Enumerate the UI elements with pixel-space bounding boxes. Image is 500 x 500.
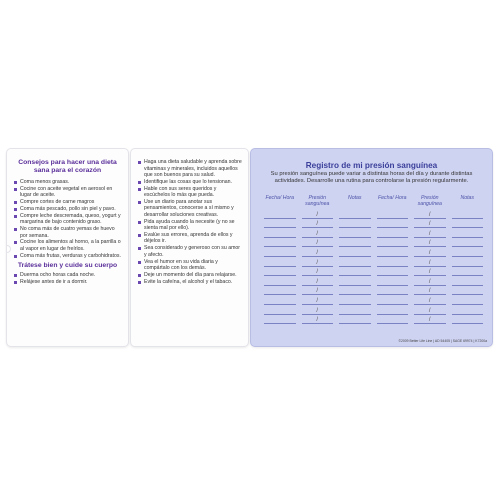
log-entry-line	[377, 209, 409, 219]
log-entry-line	[452, 295, 484, 305]
col-header-notes: Notas	[347, 195, 362, 201]
log-entry-line	[264, 315, 296, 325]
list-item: Duerma ocho horas cada noche.	[14, 272, 123, 279]
log-entry-line	[414, 286, 446, 296]
diet-tips-title: Consejos para hacer una dieta sana para el corazón	[18, 159, 117, 174]
log-entry-line	[339, 315, 371, 325]
log-entry-line	[264, 267, 296, 277]
pressure-slash: /	[428, 288, 431, 295]
log-entry-line	[452, 257, 484, 267]
log-entry-line	[414, 305, 446, 315]
log-entry-line	[452, 305, 484, 315]
log-title: Registro de mi presión sanguínea	[305, 161, 438, 170]
pressure-slash: /	[428, 211, 431, 218]
log-entry-line	[339, 305, 371, 315]
log-entry-line	[302, 276, 334, 286]
log-entry-line	[377, 305, 409, 315]
log-entry-line	[452, 247, 484, 257]
panel-blood-pressure-log	[250, 148, 493, 347]
log-entry-line	[452, 238, 484, 248]
col-header-notes: Notas	[460, 195, 475, 201]
pressure-slash: /	[316, 240, 319, 247]
panel-wellness-tips	[130, 148, 249, 347]
log-entry-line	[339, 295, 371, 305]
log-entry-line	[302, 295, 334, 305]
log-intro: Su presión sanguínea puede variar a distintas horas del día y durante distintas actividades. Desarrolle una rutina para controlarse la presión regularmente.	[270, 171, 473, 184]
list-item: Pida ayuda cuando la necesite (y no se sienta mal por ello).	[138, 219, 243, 232]
col-header-pressure: Presión sanguínea	[305, 195, 330, 207]
log-group-left	[261, 195, 374, 324]
pressure-slash: /	[316, 288, 319, 295]
log-entry-line	[339, 219, 371, 229]
pressure-slash: /	[428, 307, 431, 314]
log-entry-line	[302, 238, 334, 248]
col-header-date: Fecha/ Hora	[265, 195, 295, 201]
list-item: Sea considerado y generoso con su amor y afecto.	[138, 245, 243, 258]
list-item: Evalúe sus errores, aprenda de ellos y déjelos ir.	[138, 232, 243, 245]
log-entry-line	[452, 315, 484, 325]
log-entry-line	[302, 228, 334, 238]
list-item: Vea el humor en su vida diaria y compártalo con los demás.	[138, 259, 243, 272]
list-item: Coma más pescado, pollo sin piel y pavo.	[14, 206, 123, 213]
list-item: Compre leche descremada, queso, yogurt y margarina de bajo contenido graso.	[14, 213, 123, 226]
log-entry-line	[264, 276, 296, 286]
log-entry-line	[339, 247, 371, 257]
log-entry-line	[452, 286, 484, 296]
list-item: Identifique las cosas que lo tensionan.	[138, 179, 243, 186]
log-entry-line	[302, 315, 334, 325]
pressure-slash: /	[428, 278, 431, 285]
log-table	[261, 195, 486, 324]
list-item: Use un diario para anotar sus pensamientos, conocerse a sí mismo y desarrollar soluciones creativas.	[138, 199, 243, 219]
pressure-slash: /	[428, 269, 431, 276]
list-item: Coma más frutas, verduras y carbohidratos.	[14, 253, 123, 260]
pressure-slash: /	[316, 259, 319, 266]
list-item: Hable con sus seres queridos y escúchelos lo más que pueda.	[138, 186, 243, 199]
log-entry-line	[302, 305, 334, 315]
log-entry-line	[414, 238, 446, 248]
log-entry-line	[302, 267, 334, 277]
log-entry-line	[339, 267, 371, 277]
pressure-slash: /	[316, 221, 319, 228]
pressure-slash: /	[316, 269, 319, 276]
log-entry-line	[339, 228, 371, 238]
panel-diet-tips	[6, 148, 129, 347]
pressure-slash: /	[428, 317, 431, 324]
list-item: Compre cortes de carne magros	[14, 199, 123, 206]
pressure-slash: /	[316, 211, 319, 218]
log-entry-line	[452, 228, 484, 238]
brochure-card	[6, 148, 493, 347]
log-entry-line	[414, 219, 446, 229]
log-entry-line	[414, 267, 446, 277]
log-entry-line	[302, 286, 334, 296]
log-entry-line	[264, 247, 296, 257]
log-col-date	[261, 195, 299, 324]
log-entry-line	[264, 286, 296, 296]
log-entry-line	[339, 276, 371, 286]
log-entry-line	[377, 219, 409, 229]
log-entry-line	[377, 247, 409, 257]
log-col-pressure	[411, 195, 449, 324]
log-entry-line	[414, 315, 446, 325]
log-entry-line	[414, 257, 446, 267]
col-header-date: Fecha/ Hora	[377, 195, 407, 201]
log-entry-line	[264, 238, 296, 248]
col-header-pressure: Presión sanguínea	[417, 195, 442, 207]
list-item: Deje un momento del día para relajarse.	[138, 272, 243, 279]
log-entry-line	[339, 238, 371, 248]
pressure-slash: /	[428, 240, 431, 247]
log-entry-line	[377, 276, 409, 286]
pressure-slash: /	[316, 317, 319, 324]
log-entry-line	[452, 267, 484, 277]
log-entry-line	[414, 209, 446, 219]
list-item: Haga una dieta saludable y aprenda sobre vitaminas y minerales, incluidos aquellos que son buenos para su salud.	[138, 159, 243, 179]
log-entry-line	[377, 238, 409, 248]
log-col-pressure	[299, 195, 337, 324]
log-col-date	[374, 195, 412, 324]
copyright-footer: ©2009 Better Life Line | AD 54405 | SAGE 69974 | K7200a	[398, 339, 487, 343]
pressure-slash: /	[316, 307, 319, 314]
pressure-slash: /	[316, 249, 319, 256]
log-entry-line	[264, 257, 296, 267]
log-entry-line	[414, 295, 446, 305]
log-entry-line	[377, 257, 409, 267]
pressure-slash: /	[428, 259, 431, 266]
log-entry-line	[377, 228, 409, 238]
log-entry-line	[414, 247, 446, 257]
log-entry-line	[377, 315, 409, 325]
log-entry-line	[339, 257, 371, 267]
pressure-slash: /	[316, 230, 319, 237]
log-group-right	[374, 195, 487, 324]
log-entry-line	[377, 295, 409, 305]
list-item: No coma más de cuatro yemas de huevo por semana.	[14, 226, 123, 239]
pressure-slash: /	[428, 297, 431, 304]
log-entry-line	[339, 286, 371, 296]
log-entry-line	[264, 228, 296, 238]
log-entry-line	[414, 228, 446, 238]
log-entry-line	[452, 209, 484, 219]
log-entry-line	[414, 276, 446, 286]
log-col-notes	[449, 195, 487, 324]
log-entry-line	[302, 209, 334, 219]
pressure-slash: /	[316, 278, 319, 285]
log-entry-line	[452, 219, 484, 229]
list-item: Coma menos grasas.	[14, 179, 123, 186]
log-col-notes	[336, 195, 374, 324]
self-care-title: Trátese bien y cuide su cuerpo	[17, 262, 118, 270]
pressure-slash: /	[428, 221, 431, 228]
log-entry-line	[377, 286, 409, 296]
log-entry-line	[377, 267, 409, 277]
log-entry-line	[264, 209, 296, 219]
log-entry-line	[302, 219, 334, 229]
wellness-tips-list	[131, 159, 248, 285]
list-item: Evite la cafeína, el alcohol y el tabaco.	[138, 279, 243, 286]
pressure-slash: /	[428, 230, 431, 237]
list-item: Cocine con aceite vegetal en aerosol en lugar de aceite.	[14, 186, 123, 199]
log-entry-line	[339, 209, 371, 219]
list-item: Relájese antes de ir a dormir.	[14, 279, 123, 286]
log-entry-line	[264, 219, 296, 229]
log-entry-line	[264, 305, 296, 315]
log-entry-line	[302, 257, 334, 267]
self-care-list	[7, 272, 128, 285]
log-entry-line	[452, 276, 484, 286]
pressure-slash: /	[428, 249, 431, 256]
diet-tips-list	[7, 179, 128, 259]
log-entry-line	[302, 247, 334, 257]
log-entry-line	[264, 295, 296, 305]
list-item: Cocine los alimentos al horno, a la parrilla o al vapor en lugar de freírlos.	[14, 239, 123, 252]
pressure-slash: /	[316, 297, 319, 304]
